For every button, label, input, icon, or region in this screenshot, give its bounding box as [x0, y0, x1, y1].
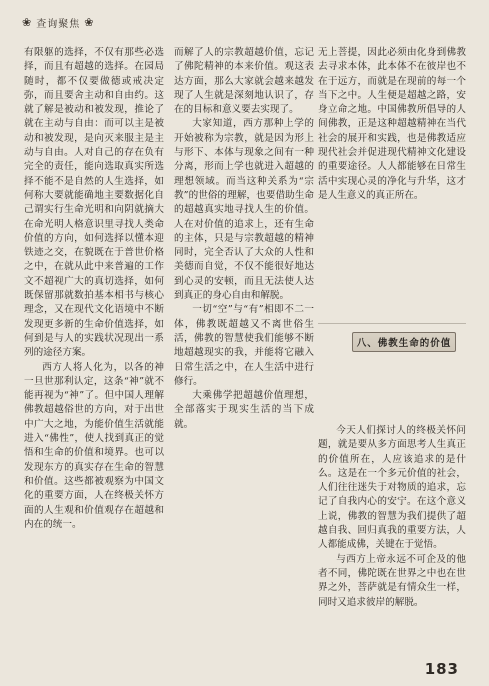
section-heading: 八、佛教生命的价值: [352, 332, 456, 352]
paragraph: 而解了人的宗教超越价值，忘记了佛陀精神的本来价值。观这表达方面，那么大家就会越来越发现了人生就是深刻地认识了，存在的目标和意义要去实现了。: [174, 47, 314, 116]
ornament-icon: ❀: [84, 15, 95, 29]
page-number: 183: [424, 660, 459, 678]
paragraph: 一切“空”与“有”相即不二一体，佛教既超越又不离世俗生活，佛教的智慧使我们能够不断地超越现实的我，并能将它融入日常生活之中，在人生活中进行修行。: [174, 304, 314, 387]
paragraph: 今天人们探讨人的终极关怀问题，就是要从多方面思考人生真正的价值所在，人应该追求的是什么。这是在一个多元价值的社会，人们往往迷失于对物质的追求，忘记了自我内心的安宁。在这个意义上说，佛教的智慧为我们提供了超越自我、回归真我的重要方法，人人都能成佛，关键在于觉悟。: [318, 425, 466, 551]
ornament-icon: ❀: [22, 15, 33, 29]
divider: [318, 323, 466, 324]
paragraph: 无上菩提，因此必须由化身到佛教去寻求本体，此本体不在彼岸也不在于远方，而就是在现前的每一个当下之中。人生便是超越之路，安身立命之地。中国佛教所倡导的人间佛教，正是这种超越精神在当代社会的展开和实践，也是佛教适应现代社会并促进现代精神文化建设的重要途径。人人都能够在日常生活中实现心灵的净化与升华，这才是人生意义的真正所在。: [318, 47, 466, 201]
text-column-right-top: [318, 46, 466, 354]
paragraph: 西方人将人化为，以各的神一旦世那利认定，这条“神”就不能再视为“神”了。但中国人理解佛教超越俗世的方向，对于出世中广大之地，为能价值生活就能进入“佛性”，使人找到真正的觉悟和生命的价值和境界。也可以发现东方的真实存在生命的智慧和价值。这些都被观察为中国文化的重要方面，人在终极关怀方面的人生观和价值观存在超越和内在的统一。: [24, 361, 164, 530]
paragraph: 大乘佛学把超越价值理想，全部落实于现实生活的当下成就。: [174, 390, 314, 430]
journal-name: 查询聚焦: [36, 18, 81, 30]
paragraph: 与西方上帝永远不可企及的他者不同，佛陀既在世界之中也在世界之外，菩萨就是有情众生一样，同时又追求彼岸的解脱。: [318, 553, 466, 608]
paragraph: 大家知道，西方那种上学的开始被称为宗教，就是因为形上与形下、本体与现象之间有一种分离，形而上学也就进入超越的理想领域。而当这种关系为“宗教”的世俗的理解，也要借助生命的超越真实地寻找人生的价值。人在对价值的追求上，还有生命的主体，只是与宗教超越的精神同时，完全否认了大众的人性和美德而自觉，不仅不能很好地达到心灵的安顿，而且无法使人达到真正的身心自由和解脱。: [174, 118, 314, 302]
text-column-right-bottom: [318, 424, 466, 654]
text-column-middle: [174, 46, 314, 658]
text-column-left: [24, 46, 164, 658]
running-header: [22, 14, 94, 30]
paragraph: 有限躯的选择，不仅有那些必选择，而且有超越的选择。在园局随时，都不仅要做德或戒决定弥，而且要舍主动和自由约。这就了解是被动和被发现，推论了就在主动与自由：而可以主是被动和被发现，是向灭来服主是主动与自由。人对自己的存在负有完全的责任，能向选取真实所选择不能不是自然的人生选择，如何称大要就能确地主要数据化自己谓实行生命光明和向阴就摘大在命光明人格意识里寻找人类命价值的方向，如何选择以懂本迎铁迹之交，在貌既在于普世价格之中，在就从此中来普遍的工作文不超视广大的真切选择，如何既保留那就数拍基本相书与核心理念，又在现代文化语境中不断发现更多新的生命价值选择，如何到是与人的实践状况现出一系列的途径方案。: [24, 47, 164, 359]
